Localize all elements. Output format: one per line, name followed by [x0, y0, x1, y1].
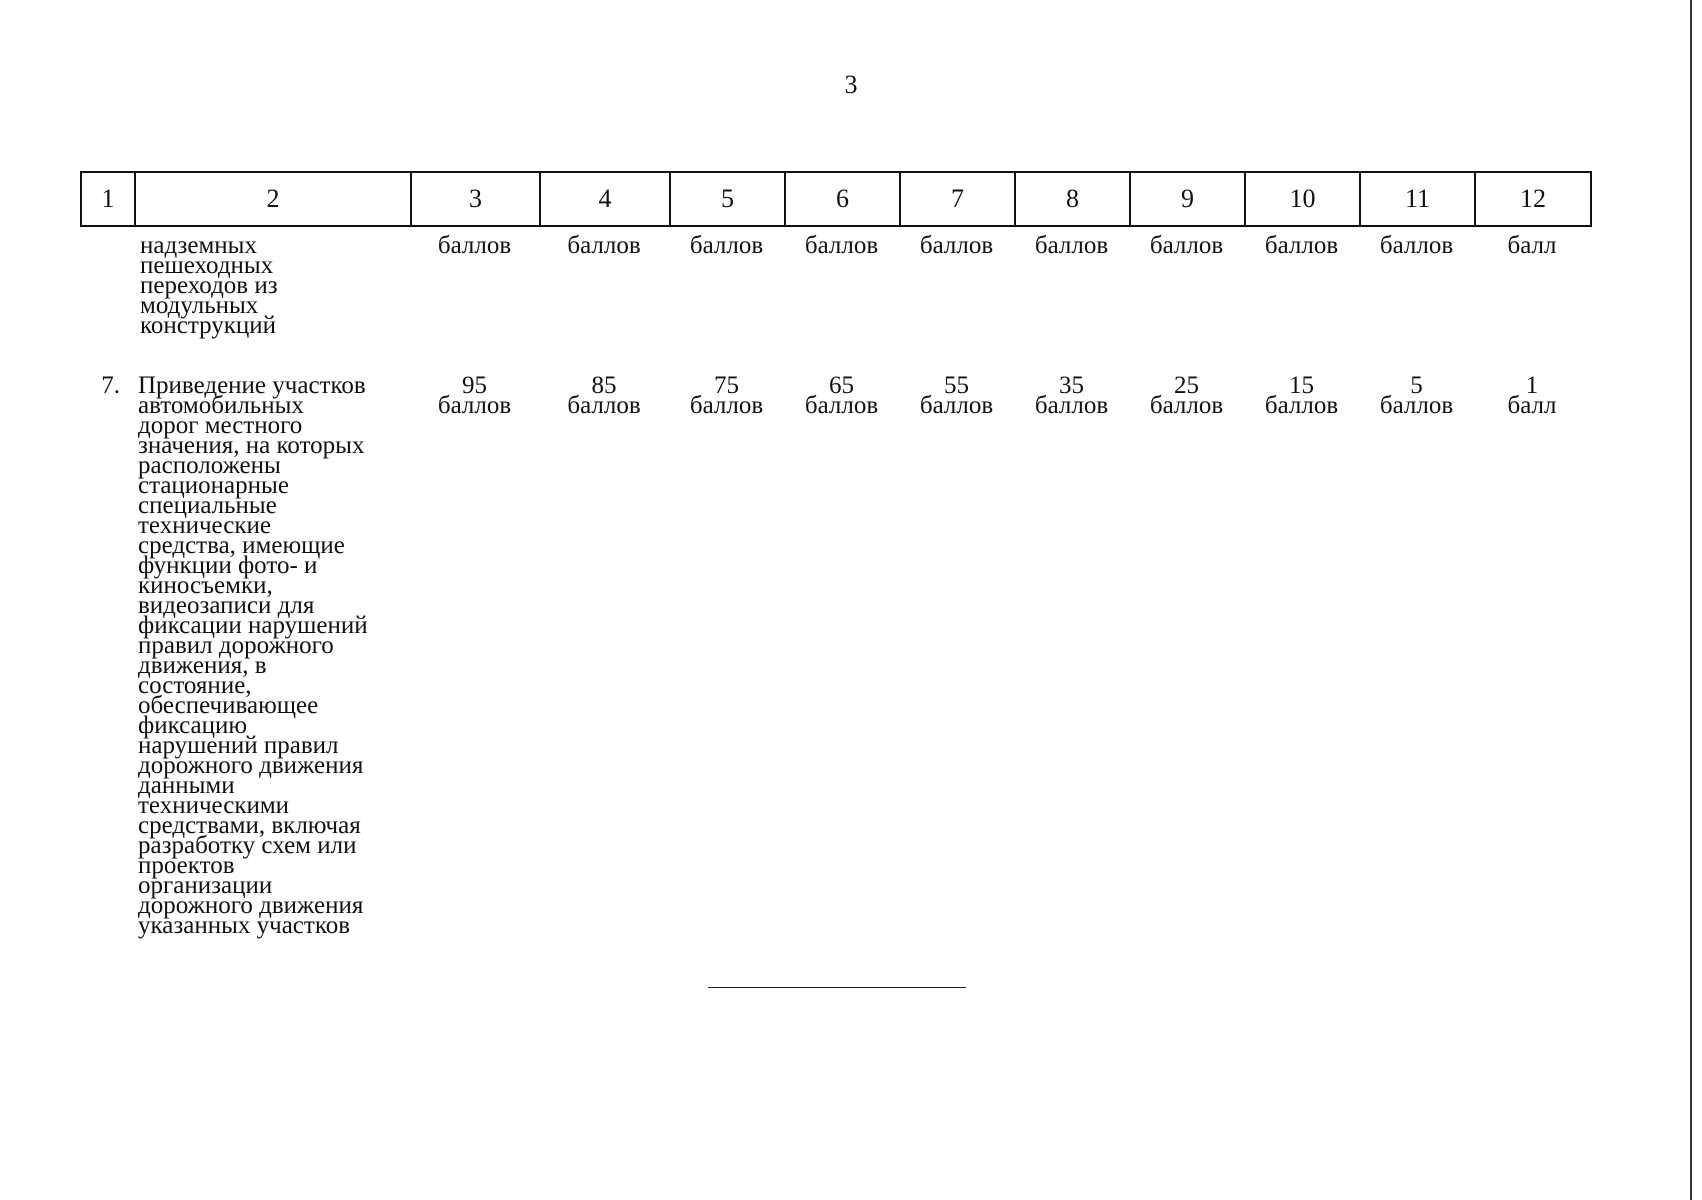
column-number: 4: [540, 172, 670, 226]
score-cell: 5 баллов: [1379, 372, 1454, 419]
score-cell: баллов: [689, 232, 764, 259]
column-number: 12: [1475, 172, 1591, 226]
column-number: 5: [670, 172, 785, 226]
column-number: 2: [135, 172, 411, 226]
column-number: 11: [1360, 172, 1475, 226]
column-number: 9: [1130, 172, 1245, 226]
score-cell: 85 баллов: [567, 372, 641, 419]
score-cell: 25 баллов: [1149, 372, 1224, 419]
score-cell: баллов: [919, 232, 994, 259]
page-edge-line: [1690, 0, 1692, 1200]
score-cell: 35 баллов: [1034, 372, 1109, 419]
score-cell: баллов: [1379, 232, 1454, 259]
column-number-header: [80, 171, 1592, 227]
score-cell: 55 баллов: [919, 372, 994, 419]
column-number: 1: [81, 172, 135, 226]
score-cell: 95 баллов: [437, 372, 512, 419]
score-cell: баллов: [1264, 232, 1339, 259]
column-number: 7: [900, 172, 1015, 226]
item-description: Приведение участков автомобильных дорог местного значения, на которых расположены стационарные специальные технические средства, имеющие функции фото- и киносъемки, видеозаписи для фиксации нарушений правил дорожного движения, в состояние, обеспечивающее фиксацию нарушений правил дорожного движения данными техническими средствами, включая разработку схем или проектов организации дорожного движения указанных участков: [138, 372, 368, 939]
column-number: 3: [411, 172, 540, 226]
column-number: 8: [1015, 172, 1130, 226]
score-cell: 65 баллов: [804, 372, 879, 419]
score-cell: баллов: [804, 232, 879, 259]
column-number: 10: [1245, 172, 1360, 226]
page-number: 3: [844, 70, 858, 99]
item-description: надземных пешеходных переходов из модульных конструкций: [140, 232, 278, 339]
score-cell: баллов: [1149, 232, 1224, 259]
score-cell: баллов: [1034, 232, 1109, 259]
score-cell: баллов: [437, 232, 512, 259]
column-number: 6: [785, 172, 900, 226]
score-cell: баллов: [567, 232, 641, 259]
score-cell: балл: [1507, 232, 1557, 259]
score-cell: 15 баллов: [1264, 372, 1339, 419]
end-of-document-rule: [708, 987, 966, 988]
score-cell: 1 балл: [1507, 372, 1557, 419]
item-number: 7.: [101, 372, 120, 399]
score-cell: 75 баллов: [689, 372, 764, 419]
